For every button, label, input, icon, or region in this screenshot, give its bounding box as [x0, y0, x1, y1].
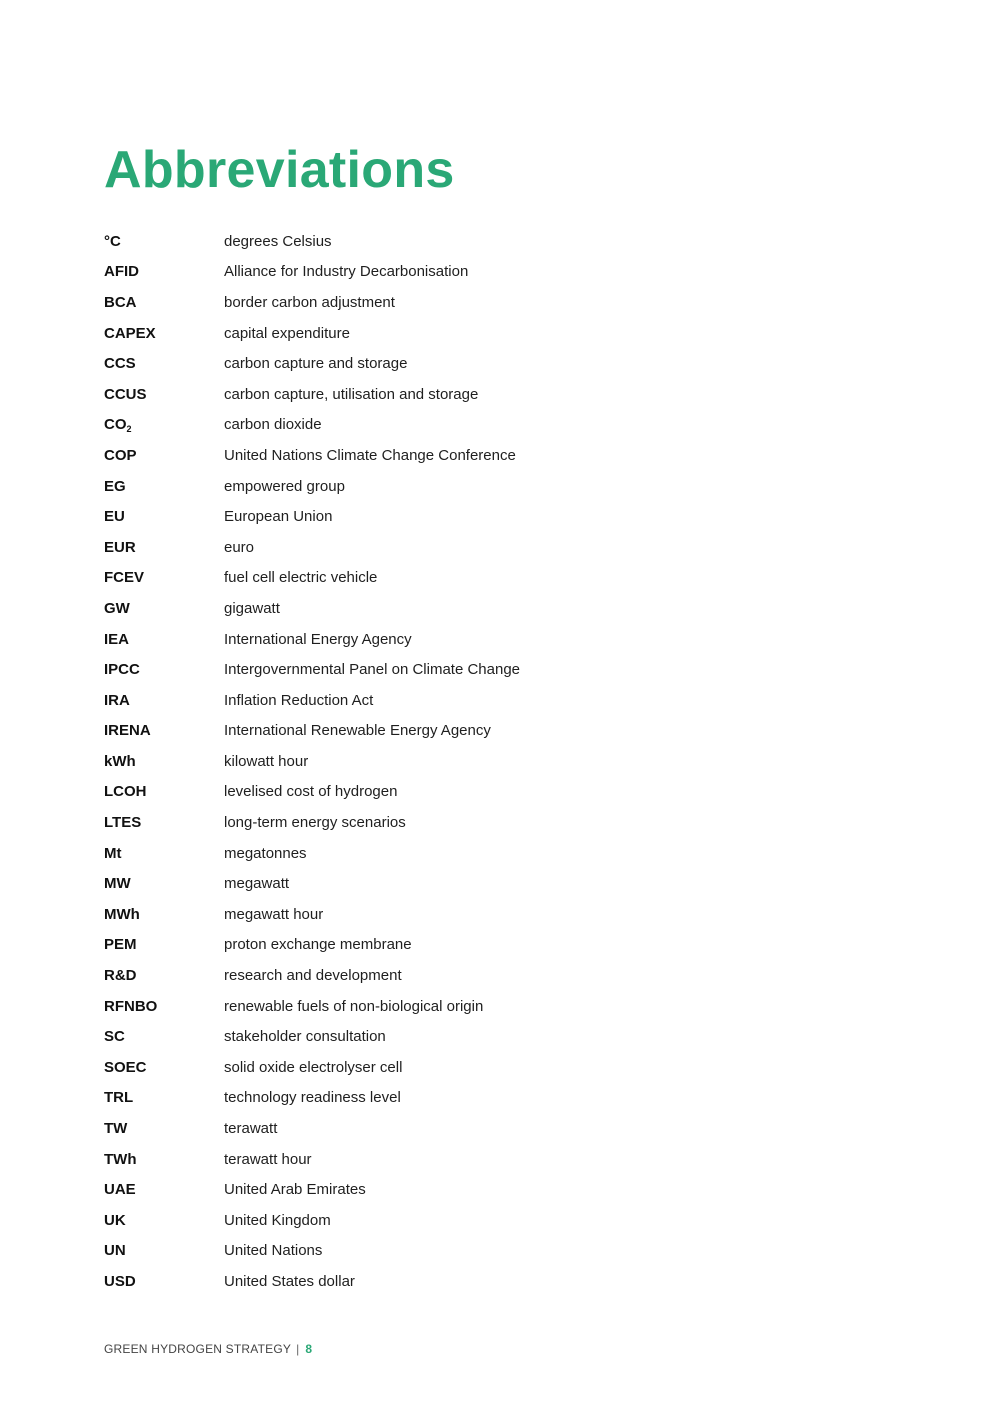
abbreviation-term	[104, 1028, 224, 1045]
abbreviation-term-text: LCOH	[104, 783, 147, 801]
abbreviation-row	[104, 1083, 704, 1114]
abbreviation-term-text: UN	[104, 1242, 126, 1260]
abbreviation-definition: Intergovernmental Panel on Climate Change	[224, 661, 521, 679]
abbreviation-term	[104, 998, 224, 1015]
abbreviation-term	[104, 631, 224, 648]
abbreviation-term	[104, 600, 224, 617]
abbreviation-term	[104, 783, 224, 800]
abbreviation-definition: empowered group	[224, 477, 345, 495]
abbreviation-definition: terawatt hour	[224, 1150, 312, 1168]
abbreviation-row	[104, 1052, 704, 1083]
abbreviation-row	[104, 593, 704, 624]
abbreviation-definition: United States dollar	[224, 1272, 355, 1290]
abbreviation-term	[104, 1181, 224, 1198]
abbreviation-term	[104, 569, 224, 586]
abbreviation-definition: proton exchange membrane	[224, 936, 412, 954]
footer-separator: |	[296, 1342, 300, 1356]
abbreviation-term-text: R&D	[104, 967, 137, 985]
abbreviation-term-text: IEA	[104, 630, 130, 648]
abbreviation-row	[104, 1174, 704, 1205]
abbreviation-term-text: CAPEX	[104, 324, 156, 342]
abbreviation-term-text: EU	[104, 508, 125, 526]
page-title: Abbreviations	[104, 141, 455, 199]
abbreviation-row	[104, 471, 704, 502]
abbreviation-term	[104, 692, 224, 709]
abbreviation-term-text: USD	[104, 1272, 136, 1290]
abbreviation-definition: megawatt hour	[224, 905, 324, 923]
abbreviation-term	[104, 294, 224, 311]
abbreviation-definition: carbon capture and storage	[224, 355, 408, 373]
abbreviation-row	[104, 868, 704, 899]
abbreviation-term	[104, 967, 224, 984]
abbreviation-term	[104, 263, 224, 280]
abbreviation-term	[104, 508, 224, 525]
abbreviation-row	[104, 563, 704, 594]
abbreviation-term-text: °C	[104, 232, 121, 250]
abbreviation-term-text: IPCC	[104, 661, 140, 679]
abbreviation-definition: United Nations	[224, 1242, 323, 1260]
abbreviation-term	[104, 355, 224, 372]
abbreviation-term-text: TWh	[104, 1150, 137, 1168]
abbreviation-term-text: kWh	[104, 752, 136, 770]
abbreviation-row	[104, 532, 704, 563]
abbreviation-term-text: TW	[104, 1120, 128, 1138]
abbreviation-term-text: MW	[104, 875, 131, 893]
abbreviation-definition: degrees Celsius	[224, 232, 332, 250]
abbreviation-term	[104, 539, 224, 556]
abbreviation-definition: border carbon adjustment	[224, 293, 395, 311]
abbreviation-row	[104, 348, 704, 379]
abbreviation-term	[104, 1151, 224, 1168]
abbreviation-term	[104, 447, 224, 464]
abbreviation-term	[104, 325, 224, 342]
abbreviation-definition: International Renewable Energy Agency	[224, 722, 491, 740]
abbreviation-term	[104, 936, 224, 953]
abbreviation-term	[104, 1212, 224, 1229]
footer	[104, 1342, 312, 1356]
abbreviation-definition: long-term energy scenarios	[224, 814, 406, 832]
abbreviation-term-text: LTES	[104, 814, 142, 832]
abbreviation-term-text: BCA	[104, 293, 137, 311]
abbreviation-definition: carbon capture, utilisation and storage	[224, 385, 479, 403]
footer-doc-title: GREEN HYDROGEN STRATEGY	[104, 1342, 292, 1356]
abbreviation-row	[104, 379, 704, 410]
abbreviation-row	[104, 991, 704, 1022]
abbreviation-term-text: UAE	[104, 1181, 136, 1199]
abbreviation-definition: United Kingdom	[224, 1211, 331, 1229]
abbreviation-term-text: EUR	[104, 538, 136, 556]
abbreviation-definition: International Energy Agency	[224, 630, 412, 648]
abbreviation-term-text: GW	[104, 599, 130, 617]
page-number: 8	[305, 1342, 313, 1356]
abbreviation-term-text: IRENA	[104, 722, 151, 740]
abbreviation-row	[104, 318, 704, 349]
abbreviation-definition: euro	[224, 538, 255, 556]
abbreviation-term	[104, 233, 224, 250]
abbreviation-term-text: SC	[104, 1028, 125, 1046]
abbreviation-row	[104, 777, 704, 808]
abbreviation-term	[104, 661, 224, 678]
abbreviation-term-text: Mt	[104, 844, 122, 862]
abbreviation-term-text: RFNBO	[104, 997, 158, 1015]
abbreviation-row	[104, 960, 704, 991]
abbreviation-term	[104, 386, 224, 403]
abbreviation-term	[104, 1089, 224, 1106]
abbreviation-term	[104, 753, 224, 770]
abbreviation-term	[104, 1242, 224, 1259]
abbreviation-term-text: IRA	[104, 691, 130, 709]
abbreviation-row	[104, 746, 704, 777]
abbreviation-row	[104, 624, 704, 655]
abbreviation-row	[104, 654, 704, 685]
abbreviation-row	[104, 930, 704, 961]
abbreviation-term-text: EG	[104, 477, 126, 495]
abbreviation-term-text: COP	[104, 446, 137, 464]
abbreviation-term	[104, 875, 224, 892]
abbreviation-definition: capital expenditure	[224, 324, 350, 342]
abbreviation-row	[104, 807, 704, 838]
abbreviation-definition: United Nations Climate Change Conference	[224, 446, 516, 464]
abbreviation-definition: research and development	[224, 967, 402, 985]
abbreviation-term-text: SOEC	[104, 1058, 147, 1076]
abbreviation-definition: kilowatt hour	[224, 752, 309, 770]
abbreviation-row	[104, 287, 704, 318]
abbreviation-term-text: TRL	[104, 1089, 134, 1107]
abbreviation-row	[104, 440, 704, 471]
abbreviation-definition: megawatt	[224, 875, 290, 893]
abbreviation-term	[104, 845, 224, 862]
abbreviation-definition: Alliance for Industry Decarbonisation	[224, 263, 469, 281]
abbreviation-term-text: UK	[104, 1211, 126, 1229]
abbreviation-definition: technology readiness level	[224, 1089, 401, 1107]
abbreviation-row	[104, 838, 704, 869]
abbreviation-row	[104, 1021, 704, 1052]
abbreviation-term-subscript: 2	[126, 424, 132, 435]
abbreviation-definition: carbon dioxide	[224, 416, 322, 434]
abbreviation-term	[104, 1120, 224, 1137]
abbreviation-term-text: MWh	[104, 905, 140, 923]
abbreviation-row	[104, 226, 704, 257]
abbreviation-list	[104, 226, 704, 1297]
abbreviation-row	[104, 899, 704, 930]
abbreviation-term	[104, 906, 224, 923]
abbreviation-term	[104, 1273, 224, 1290]
abbreviation-term-text: FCEV	[104, 569, 145, 587]
abbreviation-row	[104, 410, 704, 441]
abbreviation-row	[104, 716, 704, 747]
abbreviation-term-text: CCUS	[104, 385, 147, 403]
abbreviation-row	[104, 1236, 704, 1267]
abbreviation-definition: megatonnes	[224, 844, 307, 862]
abbreviation-definition: fuel cell electric vehicle	[224, 569, 378, 587]
abbreviation-row	[104, 1113, 704, 1144]
abbreviation-term	[104, 1059, 224, 1076]
abbreviation-definition: gigawatt	[224, 599, 280, 617]
abbreviation-definition: terawatt	[224, 1120, 278, 1138]
abbreviation-term-text: AFID	[104, 263, 139, 281]
abbreviation-term-text: CCS	[104, 355, 136, 373]
abbreviation-definition: levelised cost of hydrogen	[224, 783, 398, 801]
abbreviation-term	[104, 722, 224, 739]
abbreviation-term	[104, 416, 224, 433]
abbreviation-row	[104, 1144, 704, 1175]
abbreviation-row	[104, 1266, 704, 1297]
abbreviation-definition: European Union	[224, 508, 333, 526]
abbreviation-definition: renewable fuels of non-biological origin	[224, 997, 484, 1015]
abbreviation-row	[104, 257, 704, 288]
abbreviation-row	[104, 1205, 704, 1236]
abbreviation-definition: stakeholder consultation	[224, 1028, 386, 1046]
abbreviation-row	[104, 501, 704, 532]
abbreviation-term-text: PEM	[104, 936, 137, 954]
abbreviation-row	[104, 685, 704, 716]
abbreviation-term	[104, 478, 224, 495]
abbreviation-term	[104, 814, 224, 831]
abbreviation-definition: Inflation Reduction Act	[224, 691, 374, 709]
abbreviation-definition: solid oxide electrolyser cell	[224, 1058, 403, 1076]
abbreviation-definition: United Arab Emirates	[224, 1181, 366, 1199]
abbreviation-term-text: CO	[104, 416, 127, 434]
